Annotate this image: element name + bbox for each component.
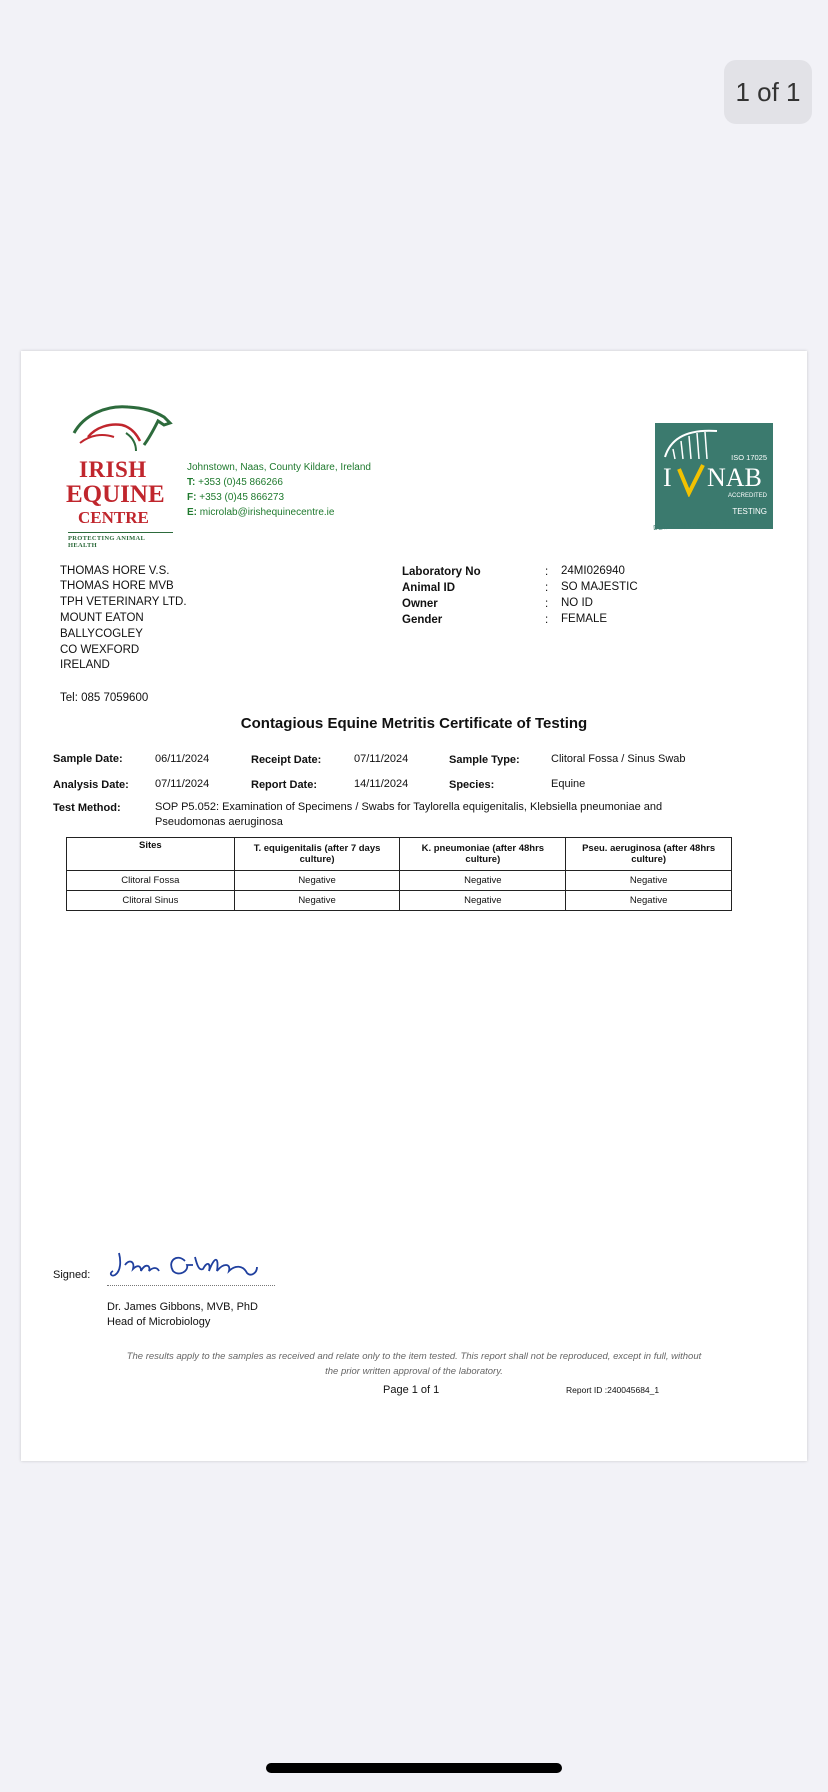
test-method-line2: Pseudomonas aeruginosa	[155, 816, 283, 828]
species-value: Equine	[551, 778, 586, 790]
report-id: Report ID :240045684_1	[566, 1385, 660, 1395]
header-k-pneumoniae: K. pneumoniae (after 48hrs culture)	[400, 838, 566, 871]
laboratory-no-label: Laboratory No	[402, 566, 481, 578]
fax-label: F:	[187, 492, 197, 503]
harp-icon	[661, 427, 721, 461]
page-indicator: 1 of 1	[724, 60, 812, 124]
analysis-date-value: 07/11/2024	[155, 778, 210, 790]
horse-logo-icon	[66, 393, 176, 455]
addressee-tel: Tel: 085 7059600	[60, 692, 149, 704]
disclaimer-line1: The results apply to the samples as received and relate only to the item tested. This report shall not be reproduced, except in full, without	[126, 1351, 702, 1362]
sample-type-value: Clitoral Fossa / Sinus Swab	[551, 753, 686, 765]
phone-value: +353 (0)45 866266	[198, 477, 283, 488]
handwritten-signature	[107, 1247, 267, 1283]
addressee-line: MOUNT EATON	[60, 612, 144, 624]
test-method-line1: SOP P5.052: Examination of Specimens / Swabs for Taylorella equigenitalis, Klebsiella pneumoniae and	[155, 801, 663, 813]
owner-value: NO ID	[561, 597, 593, 609]
document-page	[21, 351, 807, 1461]
owner-label: Owner	[402, 598, 438, 610]
inab-letter-i: I	[663, 463, 672, 492]
phone-label: T:	[187, 477, 196, 488]
lab-email	[187, 507, 334, 518]
sample-date-label: Sample Date:	[53, 753, 123, 765]
signature-line	[107, 1285, 275, 1286]
results-table	[66, 837, 732, 911]
disclaimer-line2: the prior written approval of the laboratory.	[325, 1366, 503, 1377]
email-value: microlab@irishequinecentre.ie	[199, 507, 335, 518]
species-label: Species:	[449, 779, 495, 791]
signatory-name: Dr. James Gibbons, MVB, PhD	[107, 1301, 258, 1313]
site-cell: Clitoral Sinus	[67, 891, 235, 911]
iso-label: ISO 17025	[731, 453, 767, 462]
header-pseu-aeruginosa: Pseu. aeruginosa (after 48hrs culture)	[566, 838, 732, 871]
header-t-equigenitalis: T. equigenitalis (after 7 days culture)	[234, 838, 400, 871]
addressee-line: BALLYCOGLEY	[60, 628, 143, 640]
table-row	[67, 891, 732, 911]
analysis-date-label: Analysis Date:	[53, 779, 129, 791]
colon: :	[545, 582, 549, 594]
sample-date-value: 06/11/2024	[155, 753, 210, 765]
logo-tagline: PROTECTING ANIMAL HEALTH	[68, 532, 173, 549]
table-header-row	[67, 838, 732, 871]
gender-value: FEMALE	[561, 613, 608, 625]
testing-label: TESTING	[732, 507, 767, 516]
signed-label: Signed:	[53, 1269, 91, 1281]
laboratory-no-value: 24MI026940	[561, 565, 625, 577]
result-cell: Negative	[234, 891, 400, 911]
certificate-title: Contagious Equine Metritis Certificate of Testing	[240, 715, 588, 732]
logo-line-centre: CENTRE	[78, 508, 149, 527]
result-cell: Negative	[566, 871, 732, 891]
scope-reg-label: DETAILED IN SCOPE REG NO.151T	[653, 517, 767, 532]
inab-letters-nab: NAB	[707, 463, 762, 492]
addressee-line: TPH VETERINARY LTD.	[60, 596, 187, 608]
addressee-line: IRELAND	[60, 659, 110, 671]
animal-id-value: SO MAJESTIC	[561, 581, 638, 593]
colon: :	[545, 566, 549, 578]
lab-phone	[187, 477, 283, 488]
inab-accreditation-logo	[655, 423, 773, 529]
report-date-label: Report Date:	[251, 779, 318, 791]
accredited-label: ACCREDITED	[727, 493, 767, 499]
result-cell: Negative	[234, 871, 400, 891]
lab-address: Johnstown, Naas, County Kildare, Ireland	[187, 462, 371, 473]
animal-id-label: Animal ID	[402, 582, 456, 594]
result-cell: Negative	[566, 891, 732, 911]
logo-line-equine: EQUINE	[66, 481, 165, 508]
header-sites: Sites	[67, 838, 235, 871]
sample-type-label: Sample Type:	[449, 754, 520, 766]
fax-value: +353 (0)45 866273	[199, 492, 285, 503]
disclaimer	[81, 1349, 747, 1379]
home-indicator[interactable]	[266, 1763, 562, 1773]
page-number: Page 1 of 1	[383, 1384, 440, 1396]
result-cell: Negative	[400, 871, 566, 891]
receipt-date-label: Receipt Date:	[251, 754, 322, 766]
addressee-line: CO WEXFORD	[60, 644, 140, 656]
table-row	[67, 871, 732, 891]
colon: :	[545, 614, 549, 626]
result-cell: Negative	[400, 891, 566, 911]
check-mark-icon	[677, 463, 705, 497]
gender-label: Gender	[402, 614, 443, 626]
addressee-line: THOMAS HORE V.S.	[60, 565, 170, 577]
signatory-title: Head of Microbiology	[107, 1316, 211, 1328]
logo-line-irish: IRISH	[79, 457, 147, 482]
colon: :	[545, 598, 549, 610]
report-date-value: 14/11/2024	[354, 778, 409, 790]
test-method-label: Test Method:	[53, 802, 121, 814]
addressee-line: THOMAS HORE MVB	[60, 580, 174, 592]
site-cell: Clitoral Fossa	[67, 871, 235, 891]
email-label: E:	[187, 507, 197, 518]
receipt-date-value: 07/11/2024	[354, 753, 409, 765]
lab-fax	[187, 492, 284, 503]
